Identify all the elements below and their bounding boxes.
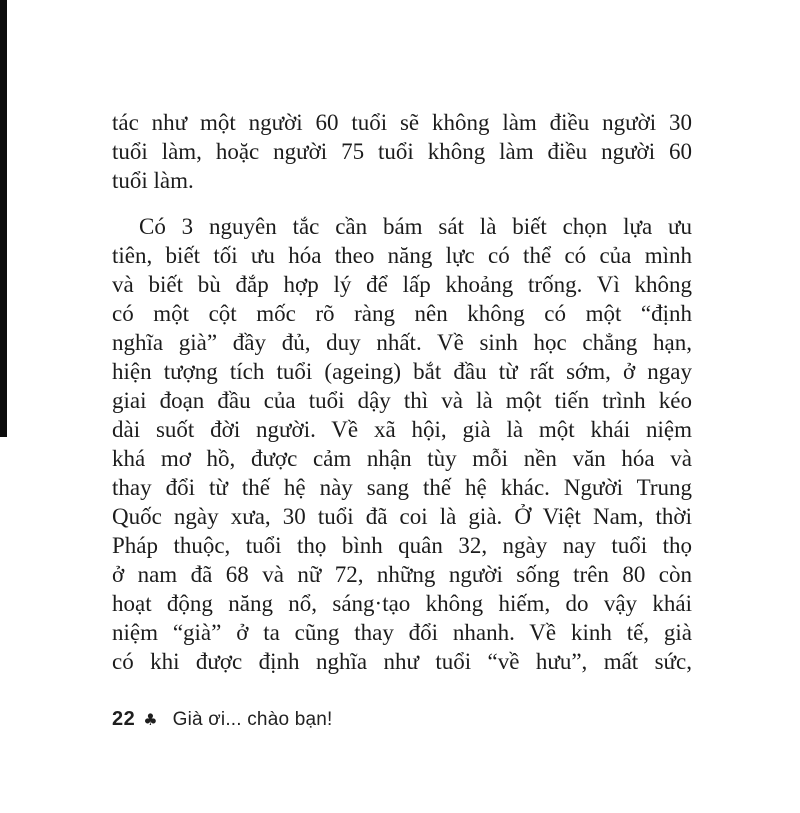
text-line: hiện tượng tích tuổi (ageing) bắt đầu từ rất sớm, ở ngay	[112, 359, 692, 384]
text-line: Quốc ngày xưa, 30 tuổi đã coi là già. Ở Việt Nam, thời	[112, 504, 692, 529]
text-line: nghĩa già” đầy đủ, duy nhất. Về sinh học chẳng hạn,	[112, 330, 692, 355]
text-line: Có 3 nguyên tắc cần bám sát là biết chọn lựa ưu	[139, 214, 692, 239]
text-line: khá mơ hồ, được cảm nhận tùy mỗi nền văn hóa và	[112, 446, 692, 471]
text-line: có một cột mốc rõ ràng nên không có một “định	[112, 301, 692, 326]
text-line: và biết bù đắp hợp lý để lấp khoảng trống. Vì không	[112, 272, 692, 297]
scan-edge-artifact	[0, 0, 7, 437]
page-number: 22	[112, 708, 136, 730]
text-line: tiên, biết tối ưu hóa theo năng lực có thể có của mình	[112, 243, 692, 268]
text-line: thay đổi từ thế hệ này sang thế hệ khác. Người Trung	[112, 475, 692, 500]
text-line: Pháp thuộc, tuổi thọ bình quân 32, ngày nay tuổi thọ	[112, 533, 692, 558]
paragraph	[112, 108, 692, 195]
paragraph	[112, 212, 692, 676]
book-title: Già ơi... chào bạn!	[172, 709, 333, 730]
page-footer	[112, 708, 333, 731]
text-line: dài suốt đời người. Về xã hội, già là một khái niệm	[112, 417, 692, 442]
text-line: có khi được định nghĩa như tuổi “về hưu”, mất sức,	[112, 649, 692, 674]
page-body	[112, 108, 692, 676]
club-suit-icon: ♣	[143, 710, 158, 729]
text-line: giai đoạn đầu của tuổi dậy thì và là một tiến trình kéo	[112, 388, 692, 413]
text-line: tác như một người 60 tuổi sẽ không làm điều người 30	[112, 110, 692, 135]
text-line: tuổi làm.	[112, 168, 194, 193]
text-line: tuổi làm, hoặc người 75 tuổi không làm điều người 60	[112, 139, 692, 164]
text-line: ở nam đã 68 và nữ 72, những người sống trên 80 còn	[112, 562, 692, 587]
text-line: hoạt động năng nổ, sáng·tạo không hiếm, do vậy khái	[112, 591, 692, 616]
text-line: niệm “già” ở ta cũng thay đổi nhanh. Về kinh tế, già	[112, 620, 692, 645]
